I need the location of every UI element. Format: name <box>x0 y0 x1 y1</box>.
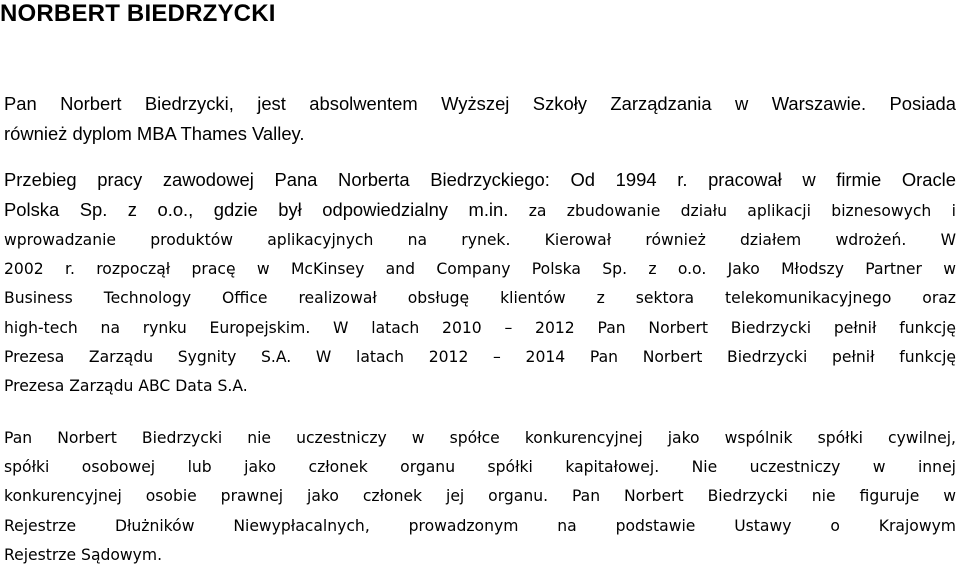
text-line: wprowadzanie produktów aplikacyjnych na rynek. Kierował również działem wdrożeń. W <box>4 231 956 249</box>
text-line <box>4 195 956 227</box>
paragraph-career-mixed-line <box>4 195 956 227</box>
text-line: Pan Norbert Biedrzycki nie uczestniczy w spółce konkurencyjnej jako wspólnik spółki cywilnej, <box>4 429 956 447</box>
text-line: high-tech na rynku Europejskim. W latach 2010 – 2012 Pan Norbert Biedrzycki pełnił funkcję <box>4 318 956 337</box>
text-line: Rejestrze Sądowym. <box>4 545 163 564</box>
text-line: konkurencyjnej osobie prawnej jako członek jej organu. Pan Norbert Biedrzycki nie figuruje w <box>4 487 956 506</box>
text-line: Prezesa Zarządu ABC Data S.A. <box>4 377 248 396</box>
paragraph-career-intro <box>4 165 956 195</box>
text-line: spółki osobowej lub jako członek organu spółki kapitałowej. Nie uczestniczy w innej <box>4 458 956 477</box>
text-line: Przebieg pracy zawodowej Pana Norberta Biedrzyckiego: Od 1994 r. pracował w firmie Oracle <box>4 169 956 190</box>
paragraph-education <box>4 89 956 148</box>
text-line: Prezesa Zarządu Sygnity S.A. W latach 2012 – 2014 Pan Norbert Biedrzycki pełnił funkcję <box>4 347 956 366</box>
page-title: NORBERT BIEDRZYCKI <box>0 0 276 27</box>
paragraph-declarations <box>4 424 956 570</box>
paragraph-career-body <box>4 226 956 401</box>
text-segment-body: za zbudowanie działu aplikacji biznesowych i <box>508 202 956 220</box>
text-line: Pan Norbert Biedrzycki, jest absolwentem Wyższej Szkoły Zarządzania w Warszawie. Posiada <box>4 93 956 114</box>
text-line: 2002 r. rozpoczął pracę w McKinsey and Company Polska Sp. z o.o. Jako Młodszy Partner w <box>4 260 956 279</box>
text-line: również dyplom MBA Thames Valley. <box>4 122 305 144</box>
text-segment-sans: Polska Sp. z o.o., gdzie był odpowiedzialny m.in. <box>4 199 509 220</box>
text-line: Rejestrze Dłużników Niewypłacalnych, prowadzonym na podstawie Ustawy o Krajowym <box>4 516 956 535</box>
text-line: Business Technology Office realizował obsługę klientów z sektora telekomunikacyjnego oraz <box>4 289 956 308</box>
